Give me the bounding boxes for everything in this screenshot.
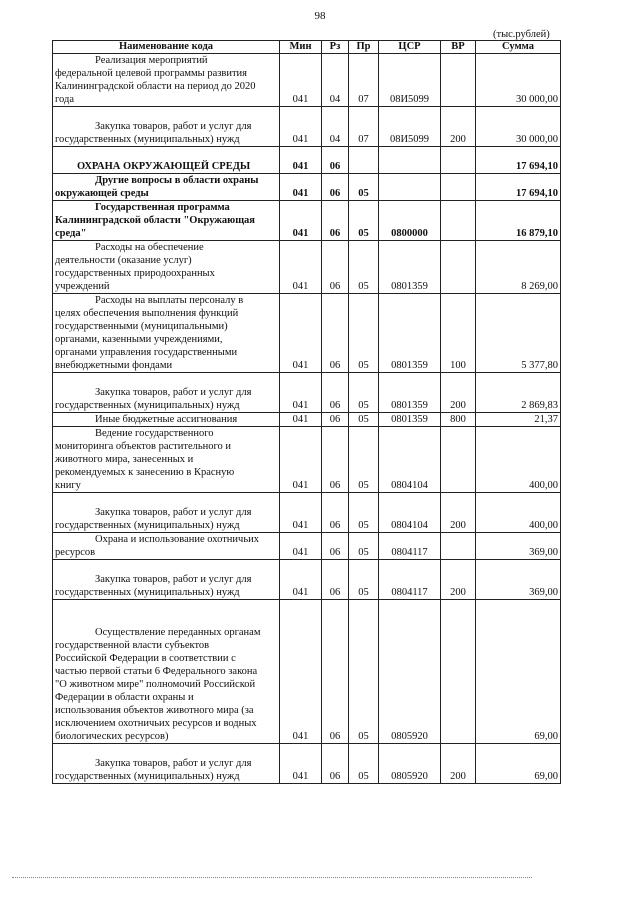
row-name-line — [55, 560, 277, 573]
row-name-line: государственных (муниципальных) нужд — [55, 520, 240, 531]
cell-vr: 200 — [441, 744, 476, 784]
cell-sum: 17 694,10 — [476, 174, 561, 201]
row-name — [53, 427, 280, 493]
table-row — [53, 427, 561, 493]
row-name-line — [55, 744, 277, 757]
row-name-line: Иные бюджетные ассигнования — [95, 414, 238, 425]
cell-vr: 100 — [441, 294, 476, 373]
cell-pr: 05 — [349, 427, 379, 493]
header-rz: Рз — [322, 41, 349, 54]
row-name — [53, 174, 280, 201]
cell-csr: 0805920 — [379, 600, 441, 744]
header-vr: ВР — [441, 41, 476, 54]
cell-min: 041 — [280, 241, 322, 294]
row-name-line: среда" — [55, 228, 87, 239]
row-name-line: Калининградской области на период до 2020 — [55, 81, 256, 92]
cell-sum: 5 377,80 — [476, 294, 561, 373]
row-name-line: государственных (муниципальных) нужд — [55, 771, 240, 782]
cell-vr — [441, 241, 476, 294]
cell-min: 041 — [280, 294, 322, 373]
cell-rz: 04 — [322, 54, 349, 107]
cell-csr: 0800000 — [379, 201, 441, 241]
cell-csr — [379, 174, 441, 201]
cell-min: 041 — [280, 533, 322, 560]
row-name — [53, 600, 280, 744]
row-name-line: окружающей среды — [55, 188, 149, 199]
table-row — [53, 744, 561, 784]
cell-pr: 05 — [349, 241, 379, 294]
cell-min: 041 — [280, 373, 322, 413]
header-min: Мин — [280, 41, 322, 54]
row-name-line: Другие вопросы в области охраны — [95, 175, 259, 186]
cell-min: 041 — [280, 147, 322, 174]
cell-rz: 06 — [322, 241, 349, 294]
row-name-line: Закупка товаров, работ и услуг для — [95, 507, 252, 518]
row-name — [53, 241, 280, 294]
row-name — [53, 744, 280, 784]
cell-rz: 06 — [322, 744, 349, 784]
row-name-line — [55, 600, 277, 613]
table-row — [53, 600, 561, 744]
row-name — [53, 201, 280, 241]
cell-pr: 05 — [349, 744, 379, 784]
cell-rz: 06 — [322, 560, 349, 600]
cell-min: 041 — [280, 54, 322, 107]
cell-min: 041 — [280, 413, 322, 427]
row-name — [53, 107, 280, 147]
cell-rz: 06 — [322, 147, 349, 174]
row-name-line: использования объектов животного мира (за — [55, 705, 254, 716]
row-name-line: государственных природоохранных — [55, 268, 215, 279]
table-row — [53, 493, 561, 533]
cell-vr — [441, 600, 476, 744]
row-name-line: государственных (муниципальных) нужд — [55, 587, 240, 598]
cell-vr: 800 — [441, 413, 476, 427]
cell-min: 041 — [280, 560, 322, 600]
row-name-line: Закупка товаров, работ и услуг для — [95, 121, 252, 132]
row-name-line: органами управления государственными — [55, 347, 238, 358]
header-csr: ЦСР — [379, 41, 441, 54]
cell-pr: 05 — [349, 493, 379, 533]
cell-sum: 369,00 — [476, 533, 561, 560]
cell-vr: 200 — [441, 373, 476, 413]
cell-csr: 0804117 — [379, 560, 441, 600]
units-label: (тыс.рублей) — [493, 29, 550, 40]
cell-rz: 06 — [322, 373, 349, 413]
row-name-line: Закупка товаров, работ и услуг для — [95, 574, 252, 585]
row-name-line — [55, 613, 277, 626]
table-row — [53, 560, 561, 600]
cell-pr: 05 — [349, 533, 379, 560]
cell-pr: 07 — [349, 107, 379, 147]
row-name-line: Реализация мероприятий — [95, 55, 208, 66]
row-name-line: исключением охотничьих ресурсов и водных — [55, 718, 257, 729]
row-name-line: Охрана и использование охотничьих — [95, 534, 259, 545]
row-name-line: Расходы на обеспечение — [95, 242, 204, 253]
cell-pr: 05 — [349, 413, 379, 427]
table-row — [53, 174, 561, 201]
header-name: Наименование кода — [53, 41, 280, 54]
cell-csr: 0801359 — [379, 241, 441, 294]
cell-csr: 0804104 — [379, 493, 441, 533]
table-row — [53, 241, 561, 294]
cell-rz: 06 — [322, 413, 349, 427]
row-name-line: Государственная программа — [95, 202, 230, 213]
row-name-line: Закупка товаров, работ и услуг для — [95, 758, 252, 769]
row-name-line: государственных (муниципальных) нужд — [55, 134, 240, 145]
table-row — [53, 294, 561, 373]
cell-vr: 200 — [441, 107, 476, 147]
row-name-line: деятельности (оказание услуг) — [55, 255, 192, 266]
cell-rz: 06 — [322, 294, 349, 373]
row-name-line: частью первой статьи 6 Федерального закона — [55, 666, 258, 677]
table-header-row — [53, 41, 561, 54]
row-name-line: биологических ресурсов) — [55, 731, 169, 742]
row-name-line: органами, казенными учреждениями, — [55, 334, 223, 345]
cell-csr: 08И5099 — [379, 107, 441, 147]
row-name-line: федеральной целевой программы развития — [55, 68, 248, 79]
cell-rz: 06 — [322, 201, 349, 241]
cell-sum: 69,00 — [476, 600, 561, 744]
cell-pr: 05 — [349, 560, 379, 600]
cell-rz: 06 — [322, 493, 349, 533]
row-name-line — [55, 493, 277, 506]
header-sum: Сумма — [476, 41, 561, 54]
row-name-line: книгу — [55, 480, 81, 491]
cell-pr: 05 — [349, 174, 379, 201]
cell-vr — [441, 533, 476, 560]
cell-sum: 17 694,10 — [476, 147, 561, 174]
row-name — [53, 413, 280, 427]
cell-vr: 200 — [441, 560, 476, 600]
row-name-line: Закупка товаров, работ и услуг для — [95, 387, 252, 398]
cell-min: 041 — [280, 744, 322, 784]
cell-vr — [441, 54, 476, 107]
row-name-line — [55, 373, 277, 386]
row-name — [53, 147, 280, 174]
table-row — [53, 201, 561, 241]
header-pr: Пр — [349, 41, 379, 54]
row-name — [53, 373, 280, 413]
footer-divider — [12, 877, 532, 878]
table-row — [53, 533, 561, 560]
cell-csr: 0804117 — [379, 533, 441, 560]
row-name — [53, 560, 280, 600]
table-row — [53, 413, 561, 427]
cell-pr: 07 — [349, 54, 379, 107]
row-name-line: ОХРАНА ОКРУЖАЮЩЕЙ СРЕДЫ — [77, 161, 251, 172]
cell-csr: 0805920 — [379, 744, 441, 784]
page-number: 98 — [314, 10, 326, 22]
cell-csr: 0801359 — [379, 373, 441, 413]
row-name-line: учреждений — [55, 281, 110, 292]
row-name-line: Российской Федерации в соответствии с — [55, 653, 236, 664]
cell-rz: 04 — [322, 107, 349, 147]
table-row — [53, 373, 561, 413]
row-name-line — [55, 147, 277, 160]
cell-rz: 06 — [322, 174, 349, 201]
cell-min: 041 — [280, 107, 322, 147]
row-name-line: животного мира, занесенных и — [55, 454, 194, 465]
cell-pr: 05 — [349, 600, 379, 744]
cell-vr — [441, 427, 476, 493]
cell-csr: 0801359 — [379, 294, 441, 373]
table-row — [53, 54, 561, 107]
cell-csr: 0804104 — [379, 427, 441, 493]
cell-min: 041 — [280, 493, 322, 533]
cell-pr: 05 — [349, 294, 379, 373]
row-name-line: Калининградской области "Окружающая — [55, 215, 255, 226]
cell-csr: 0801359 — [379, 413, 441, 427]
row-name-line: Ведение государственного — [95, 428, 214, 439]
row-name-line: целях обеспечения выполнения функций — [55, 308, 239, 319]
table-row — [53, 147, 561, 174]
cell-rz: 06 — [322, 600, 349, 744]
row-name-line: ресурсов — [55, 547, 96, 558]
row-name-line: внебюджетными фондами — [55, 360, 173, 371]
cell-csr: 08И5099 — [379, 54, 441, 107]
cell-sum: 69,00 — [476, 744, 561, 784]
cell-csr — [379, 147, 441, 174]
cell-pr: 05 — [349, 201, 379, 241]
row-name-line — [55, 107, 277, 120]
row-name-line: Расходы на выплаты персоналу в — [95, 295, 244, 306]
row-name-line: государственными (муниципальными) — [55, 321, 228, 332]
cell-vr — [441, 201, 476, 241]
cell-rz: 06 — [322, 533, 349, 560]
cell-sum: 400,00 — [476, 493, 561, 533]
row-name-line: рекомендуемых к занесению в Красную — [55, 467, 235, 478]
row-name-line: государственной власти субъектов — [55, 640, 210, 651]
cell-min: 041 — [280, 427, 322, 493]
cell-sum: 30 000,00 — [476, 54, 561, 107]
row-name-line: года — [55, 94, 74, 105]
cell-min: 041 — [280, 600, 322, 744]
row-name-line: Осуществление переданных органам — [95, 627, 261, 638]
budget-table — [52, 40, 561, 784]
cell-vr — [441, 147, 476, 174]
row-name-line: "О животном мире" полномочий Российской — [55, 679, 256, 690]
cell-sum: 400,00 — [476, 427, 561, 493]
cell-sum: 2 869,83 — [476, 373, 561, 413]
row-name — [53, 54, 280, 107]
cell-min: 041 — [280, 174, 322, 201]
cell-pr: 05 — [349, 373, 379, 413]
cell-pr — [349, 147, 379, 174]
cell-vr: 200 — [441, 493, 476, 533]
cell-sum: 369,00 — [476, 560, 561, 600]
row-name-line: мониторинга объектов растительного и — [55, 441, 232, 452]
cell-min: 041 — [280, 201, 322, 241]
row-name-line: государственных (муниципальных) нужд — [55, 400, 240, 411]
row-name — [53, 533, 280, 560]
cell-sum: 21,37 — [476, 413, 561, 427]
row-name — [53, 493, 280, 533]
row-name — [53, 294, 280, 373]
cell-vr — [441, 174, 476, 201]
cell-rz: 06 — [322, 427, 349, 493]
cell-sum: 30 000,00 — [476, 107, 561, 147]
row-name-line: Федерации в области охраны и — [55, 692, 194, 703]
cell-sum: 16 879,10 — [476, 201, 561, 241]
cell-sum: 8 269,00 — [476, 241, 561, 294]
table-row — [53, 107, 561, 147]
